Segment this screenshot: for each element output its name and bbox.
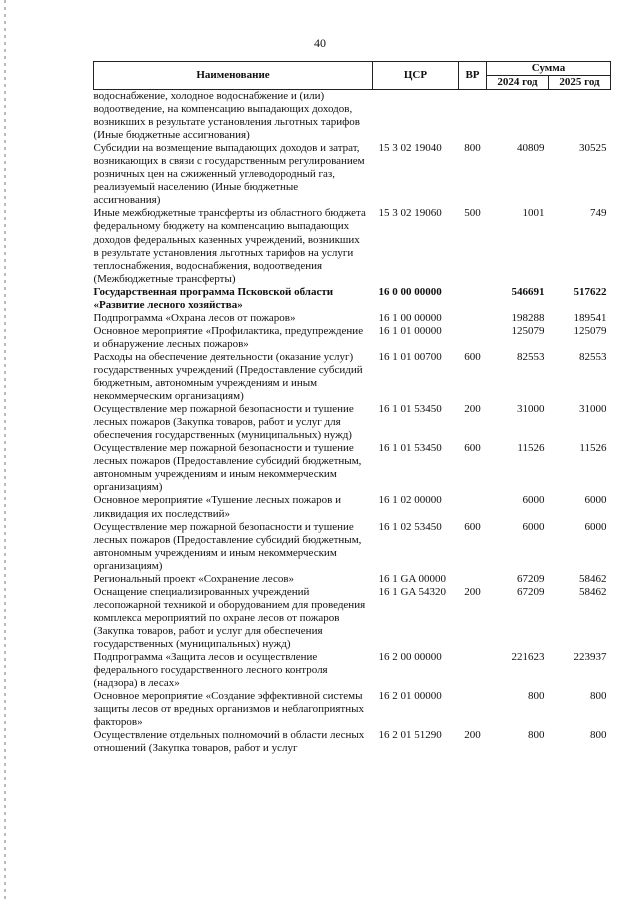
row-name: Иные межбюджетные трансферты из областного бюджета федеральному бюджету на компенсацию выпадающих доходов федеральных казенных учреждений, возникших в результате установления льготных тарифов на услуги теплоснабжения, водоснабжения, водоотведения (Межбюджетные трансферты) bbox=[93, 207, 366, 285]
row-name: Основное мероприятие «Профилактика, предупреждение и обнаружение лесных пожаров» bbox=[93, 324, 364, 350]
row-amount-2025: 749 bbox=[590, 207, 607, 220]
header-year-2024: 2024 год bbox=[487, 76, 549, 90]
row-vr-code: 600 bbox=[464, 520, 481, 533]
row-name: Государственная программа Псковской области «Развитие лесного хозяйства» bbox=[93, 285, 334, 311]
row-csr-code: 16 1 01 00000 bbox=[378, 324, 442, 337]
page-number: 40 bbox=[314, 36, 326, 50]
row-amount-2025: 58462 bbox=[579, 585, 607, 598]
row-amount-2024: 221623 bbox=[511, 651, 545, 664]
row-csr-code: 16 1 GA 00000 bbox=[378, 572, 447, 585]
table-row bbox=[94, 403, 611, 442]
row-amount-2025: 223937 bbox=[573, 651, 607, 664]
row-amount-2025: 11526 bbox=[579, 442, 607, 455]
table-row bbox=[94, 651, 611, 690]
row-csr-code: 16 2 00 00000 bbox=[378, 651, 442, 664]
row-name: водоснабжение, холодное водоснабжение и (или) водоотведение, на компенсацию выпадающих доходов, возникших в результате установления льготных тарифов (Иные бюджетные ассигнования) bbox=[93, 90, 360, 142]
row-amount-2024: 67209 bbox=[517, 572, 545, 585]
row-csr-code: 15 3 02 19040 bbox=[378, 142, 442, 155]
row-name: Расходы на обеспечение деятельности (оказание услуг) государственных учреждений (Предоставление субсидий бюджетным, автономным учреждениям и иным некоммерческим организациям) bbox=[93, 350, 363, 403]
row-csr-code: 16 1 00 00000 bbox=[378, 311, 442, 324]
row-vr-code: 200 bbox=[464, 403, 481, 416]
row-amount-2024: 1001 bbox=[522, 207, 545, 220]
row-vr-code: 200 bbox=[464, 729, 481, 742]
row-name: Региональный проект «Сохранение лесов» bbox=[93, 572, 295, 585]
scan-edge-mark bbox=[4, 0, 6, 899]
row-amount-2024: 800 bbox=[528, 729, 545, 742]
row-name: Осуществление отдельных полномочий в области лесных отношений (Закупка товаров, работ и услуг bbox=[93, 729, 365, 755]
row-amount-2024: 800 bbox=[528, 690, 545, 703]
row-csr-code: 16 1 01 53450 bbox=[378, 403, 442, 416]
row-csr-code: 16 1 02 00000 bbox=[378, 494, 442, 507]
header-year-2025: 2025 год bbox=[549, 76, 611, 90]
row-amount-2024: 6000 bbox=[522, 520, 545, 533]
row-csr-code: 16 2 01 51290 bbox=[378, 729, 442, 742]
row-csr-code: 16 2 01 00000 bbox=[378, 690, 442, 703]
table-row bbox=[94, 325, 611, 351]
row-vr-code: 500 bbox=[464, 207, 481, 220]
row-name: Осуществление мер пожарной безопасности и тушение лесных пожаров (Предоставление субсидий бюджетным, автономным учреждениям и иным некоммерческим организациям) bbox=[93, 520, 362, 572]
row-amount-2025 bbox=[549, 90, 611, 143]
budget-table bbox=[93, 61, 611, 755]
row-amount-2025: 82553 bbox=[579, 350, 607, 363]
row-csr-code bbox=[373, 90, 459, 143]
table-row bbox=[94, 729, 611, 755]
row-amount-2024: 31000 bbox=[517, 403, 545, 416]
row-name: Субсидии на возмещение выпадающих доходов и затрат, возникающих в связи с государственным регулированием розничных цен на сжиженный углеводородный газ, реализуемый населению (Иные бюджетные ассигнования) bbox=[93, 142, 365, 207]
table-row bbox=[94, 442, 611, 494]
row-name: Подпрограмма «Защита лесов и осуществление федерального государственного лесного контроля (надзора) в лесах» bbox=[93, 651, 328, 690]
table-row bbox=[94, 690, 611, 729]
row-vr-code: 600 bbox=[464, 442, 481, 455]
row-amount-2025: 125079 bbox=[573, 324, 607, 337]
table-row bbox=[94, 207, 611, 285]
row-amount-2024: 11526 bbox=[517, 442, 545, 455]
header-sum: Сумма bbox=[487, 62, 611, 76]
row-vr-code: 600 bbox=[464, 350, 481, 363]
table-row bbox=[94, 90, 611, 143]
row-vr-code: 200 bbox=[464, 585, 481, 598]
row-vr-code bbox=[459, 494, 487, 520]
row-amount-2025: 6000 bbox=[584, 520, 607, 533]
row-amount-2024: 546691 bbox=[511, 285, 545, 298]
row-amount-2024: 67209 bbox=[517, 585, 545, 598]
budget-table-container bbox=[93, 61, 610, 755]
row-vr-code bbox=[459, 325, 487, 351]
table-body bbox=[94, 90, 611, 756]
row-amount-2024 bbox=[487, 90, 549, 143]
row-csr-code: 16 1 01 00700 bbox=[378, 350, 442, 363]
row-name: Подпрограмма «Охрана лесов от пожаров» bbox=[93, 311, 296, 324]
row-csr-code: 15 3 02 19060 bbox=[378, 207, 442, 220]
row-vr-code bbox=[459, 90, 487, 143]
row-amount-2025: 800 bbox=[590, 729, 607, 742]
row-name: Осуществление мер пожарной безопасности и тушение лесных пожаров (Предоставление субсидий бюджетным, автономным учреждениям и иным некоммерческим организациям) bbox=[93, 442, 362, 494]
header-name: Наименование bbox=[94, 62, 373, 90]
row-csr-code: 16 1 01 53450 bbox=[378, 442, 442, 455]
row-name: Оснащение специализированных учреждений лесопожарной техникой и оборудованием для проведения комплекса мероприятий по охране лесов от пожаров (Закупка товаров, работ и услуг для обеспечения государственных (муниципальных) нужд) bbox=[93, 585, 366, 650]
table-row bbox=[94, 494, 611, 520]
row-name: Основное мероприятие «Создание эффективной системы защиты лесов от вредных организмов и неблагоприятных факторов» bbox=[93, 690, 364, 729]
row-amount-2024: 40809 bbox=[517, 142, 545, 155]
table-row bbox=[94, 573, 611, 586]
header-csr: ЦСР bbox=[373, 62, 459, 90]
row-amount-2025: 517622 bbox=[573, 285, 607, 298]
table-row bbox=[94, 286, 611, 312]
row-csr-code: 16 1 GA 54320 bbox=[378, 585, 447, 598]
row-amount-2024: 82553 bbox=[517, 350, 545, 363]
row-amount-2024: 6000 bbox=[522, 494, 545, 507]
row-name: Основное мероприятие «Тушение лесных пожаров и ликвидация их последствий» bbox=[93, 494, 341, 520]
row-amount-2025: 30525 bbox=[579, 142, 607, 155]
table-header bbox=[94, 62, 611, 90]
row-amount-2025: 6000 bbox=[584, 494, 607, 507]
row-amount-2024: 198288 bbox=[511, 311, 545, 324]
row-vr-code bbox=[459, 286, 487, 312]
row-vr-code bbox=[459, 573, 487, 586]
row-amount-2024: 125079 bbox=[511, 324, 545, 337]
row-csr-code: 16 1 02 53450 bbox=[378, 520, 442, 533]
row-vr-code: 800 bbox=[464, 142, 481, 155]
row-amount-2025: 189541 bbox=[573, 311, 607, 324]
row-amount-2025: 31000 bbox=[579, 403, 607, 416]
row-name: Осуществление мер пожарной безопасности и тушение лесных пожаров (Закупка товаров, работ и услуг для обеспечения государственных (муниципальных) нужд) bbox=[93, 403, 354, 442]
table-row bbox=[94, 351, 611, 403]
table-row bbox=[94, 521, 611, 573]
table-row bbox=[94, 586, 611, 651]
header-vr: ВР bbox=[459, 62, 487, 90]
row-vr-code bbox=[459, 312, 487, 325]
row-amount-2025: 58462 bbox=[579, 572, 607, 585]
table-row bbox=[94, 142, 611, 207]
row-csr-code: 16 0 00 00000 bbox=[378, 285, 442, 298]
row-amount-2025: 800 bbox=[590, 690, 607, 703]
row-vr-code bbox=[459, 690, 487, 729]
row-vr-code bbox=[459, 651, 487, 690]
table-row bbox=[94, 312, 611, 325]
